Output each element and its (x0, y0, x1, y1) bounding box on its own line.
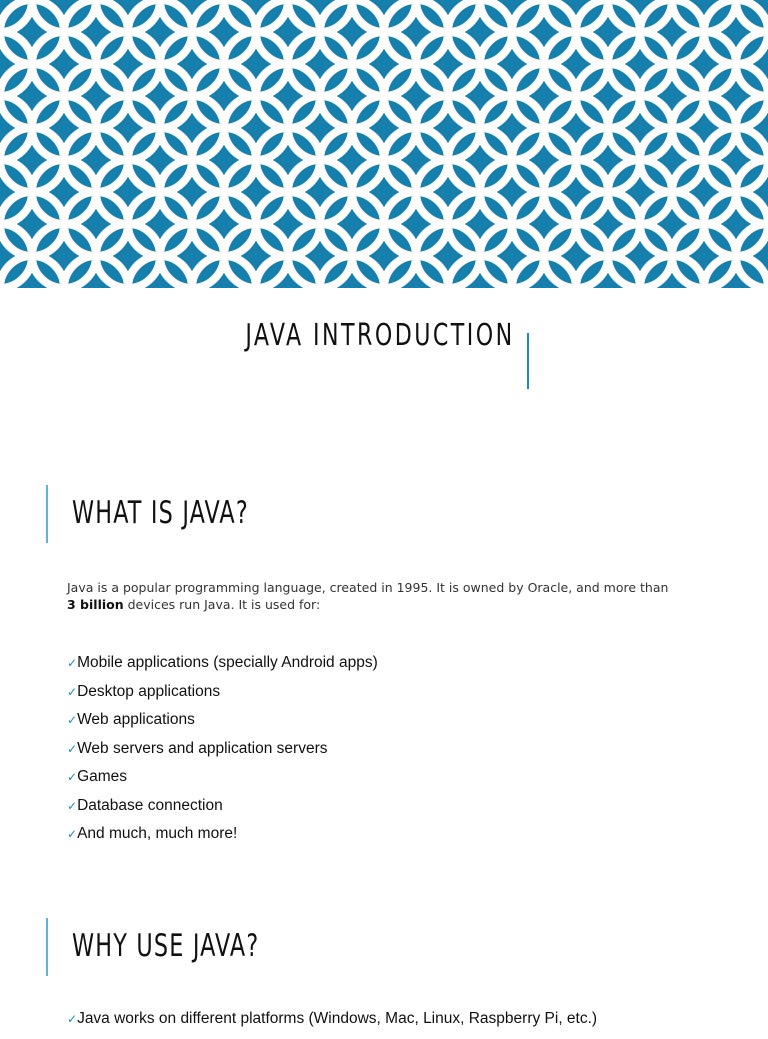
list-item (67, 683, 378, 712)
list-item-text: Database connection (77, 796, 223, 814)
list-item-text: Desktop applications (77, 682, 221, 700)
list-item-text: Java works on different platforms (Windows, Mac, Linux, Raspberry Pi, etc.) (77, 1010, 598, 1027)
list-item (67, 740, 378, 769)
list-item (67, 711, 378, 740)
list-item (67, 768, 378, 797)
intro-paragraph (67, 579, 677, 613)
checkmark-icon: ✓ (67, 713, 78, 727)
section-heading-why-use-java: WHY USE JAVA? (72, 928, 260, 964)
list-item (67, 825, 378, 854)
checkmark-icon: ✓ (67, 684, 78, 699)
list-item-text: Games (77, 768, 128, 785)
list-item-text: And much, much more! (77, 825, 238, 842)
patterned-banner (0, 0, 768, 288)
list-item (67, 654, 378, 683)
checkmark-icon: ✓ (67, 656, 78, 670)
checkmark-icon: ✓ (67, 827, 78, 841)
checkmark-icon: ✓ (67, 798, 78, 813)
list-item-text: Mobile applications (specially Android apps) (77, 654, 378, 671)
section-accent-bar-why (46, 918, 48, 976)
intro-text-end: devices run Java. It is used for: (123, 597, 321, 612)
intro-highlight: 3 billion (67, 597, 124, 612)
reasons-list (67, 1010, 597, 1039)
slide-title: JAVA INTRODUCTION (245, 318, 515, 353)
list-item-text: Web servers and application servers (77, 739, 328, 757)
list-item (67, 797, 378, 826)
intro-text-start: Java is a popular programming language, created in 1995. It is owned by Oracle, and more than (67, 580, 669, 595)
checkmark-icon: ✓ (67, 741, 78, 756)
checkmark-icon: ✓ (67, 1012, 78, 1026)
list-item (67, 1010, 597, 1039)
section-heading-what-is-java: WHAT IS JAVA? (72, 495, 249, 531)
uses-list (67, 654, 378, 854)
checkmark-icon: ✓ (67, 770, 78, 784)
list-item-text: Web applications (77, 711, 195, 728)
section-accent-bar-what (46, 485, 48, 543)
title-accent-bar (527, 333, 529, 389)
